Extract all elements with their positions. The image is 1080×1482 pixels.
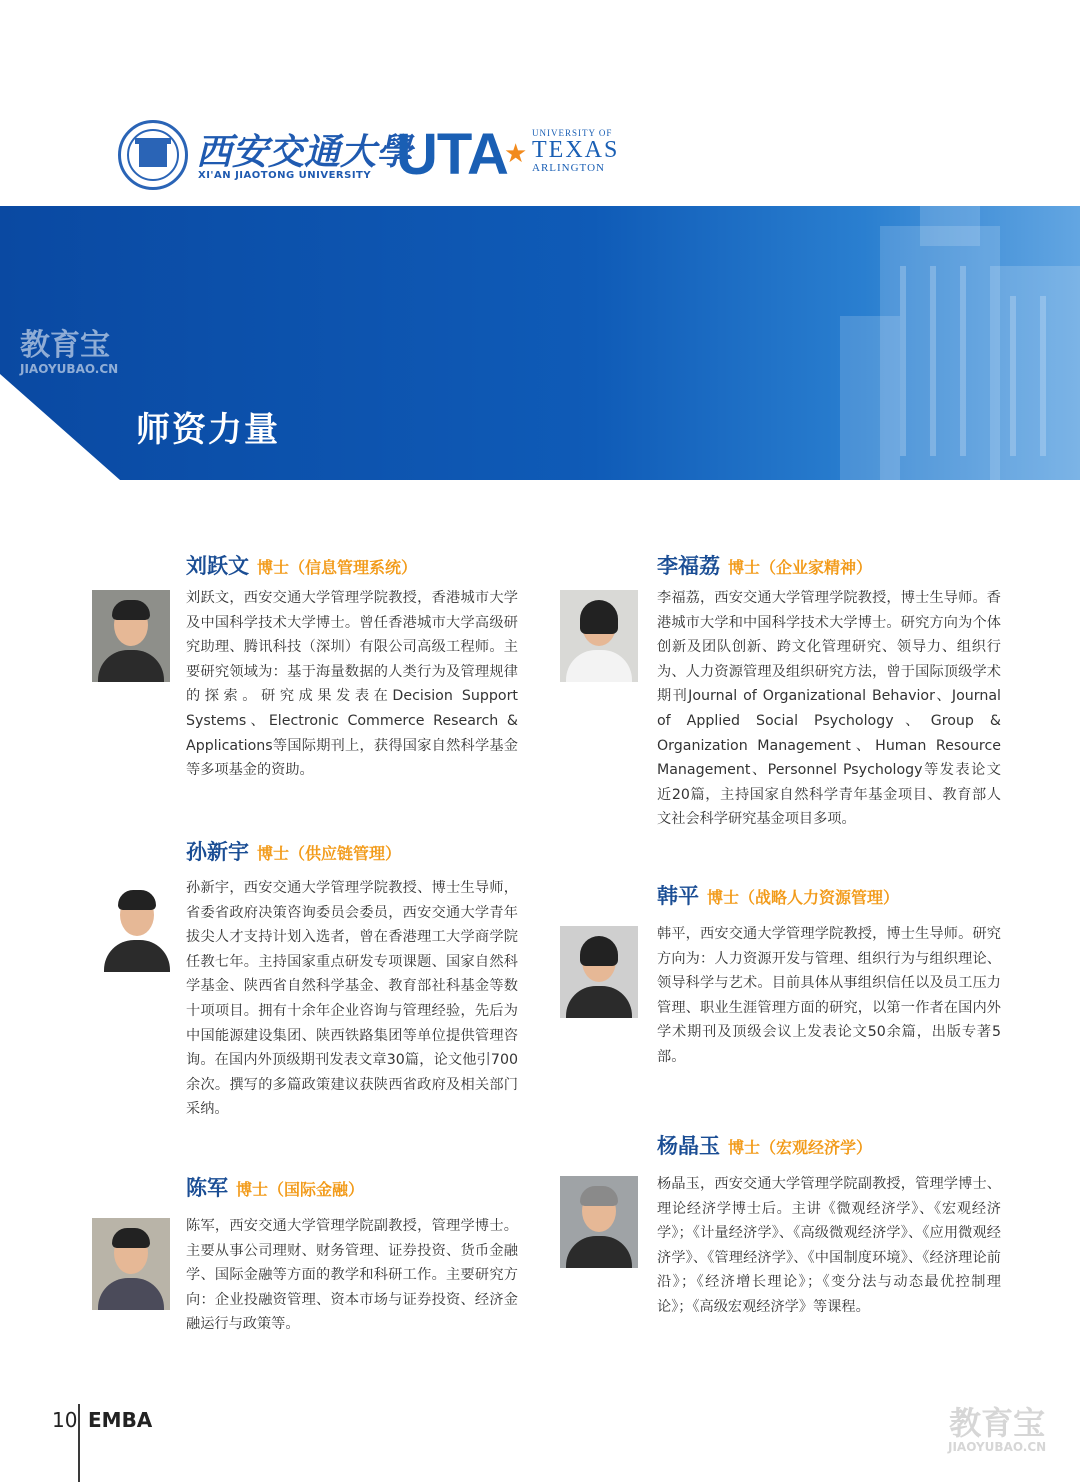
xjtu-seal-logo [118, 120, 188, 190]
faculty-photo [98, 880, 176, 972]
section-banner [0, 206, 1080, 480]
faculty-photo [92, 1218, 170, 1310]
faculty-heading [186, 836, 401, 866]
uta-line-2: TEXAS [532, 137, 620, 163]
faculty-degree: 博士（企业家精神） [728, 558, 873, 577]
uta-logo-text: UTA [396, 122, 508, 187]
watermark-en: JIAOYUBAO.CN [20, 362, 119, 376]
faculty-bio: 李福荔，西安交通大学管理学院教授，博士生导师。香港城市大学和中国科学技术大学博士。研究方向为个体创新及团队创新、跨文化管理研究、领导力、组织行为、人力资源管理及组织研究方法，曾于国际顶级学术期刊Journal of Organizational Behavior、Journal of Applied Social Psychology、Group & Organization Management、Human Resource Management、Personnel Psychology等发表论文近20篇，主持国家自然科学青年基金项目、教育部人文社会科学研究基金项目多项。 [657, 590, 1001, 828]
faculty-name: 韩平 [657, 884, 699, 908]
footer-watermark [948, 1406, 1046, 1454]
faculty-name: 杨晶玉 [657, 1134, 720, 1158]
uta-line-1: UNIVERSITY OF [532, 128, 613, 138]
page-number: 10 [52, 1408, 78, 1432]
faculty-heading [657, 550, 872, 580]
faculty-heading [186, 1172, 364, 1202]
xjtu-name-en: XI'AN JIAOTONG UNIVERSITY [198, 170, 372, 181]
uta-logo-wordmark [532, 128, 619, 174]
faculty-degree: 博士（宏观经济学） [728, 1138, 873, 1157]
watermark-cn: 教育宝 [20, 328, 110, 363]
faculty-photo [560, 590, 638, 682]
watermark-logo [20, 330, 118, 376]
faculty-bio: 孙新宇，西安交通大学管理学院教授、博士生导师，省委省政府决策咨询委员会委员，西安交通大学青年拔尖人才支持计划入选者，曾在香港理工大学商学院任教七年。主持国家重点研发专项课题、国家自然科学基金、陕西省自然科学基金、教育部社科基金等数十项项目。拥有十余年企业咨询与管理经验，先后为中国能源建设集团、陕西铁路集团等单位提供管理咨询。在国内外顶级期刊发表文章30篇，论文他引700余次。撰写的多篇政策建议获陕西省政府及相关部门采纳。 [186, 880, 518, 1118]
faculty-name: 孙新宇 [186, 840, 249, 864]
star-icon: ★ [504, 139, 528, 169]
faculty-name: 陈军 [186, 1176, 228, 1200]
faculty-bio: 杨晶玉，西安交通大学管理学院副教授，管理学博士、理论经济学博士后。主讲《微观经济学》、《宏观经济学》；《计量经济学》、《高级微观经济学》、《应用微观经济学》、《管理经济学》、《中国制度环境》、《经济理论前沿》；《经济增长理论》；《变分法与动态最优控制理论》；《高级宏观经济学》等课程。 [657, 1176, 1001, 1315]
faculty-photo [560, 1176, 638, 1268]
faculty-name: 刘跃文 [186, 554, 249, 578]
faculty-heading [657, 1130, 872, 1160]
header-logos [118, 118, 618, 190]
faculty-degree: 博士（国际金融） [236, 1180, 365, 1199]
faculty-degree: 博士（供应链管理） [257, 844, 402, 863]
footer-watermark-cn: 教育宝 [949, 1404, 1046, 1442]
faculty-bio: 刘跃文，西安交通大学管理学院教授，香港城市大学及中国科学技术大学博士。曾任香港城市大学高级研究助理、腾讯科技（深圳）有限公司高级工程师。主要研究领域为：基于海量数据的人类行为及管理规律的探索。研究成果发表在Decision Support Systems、Electronic Commerce Research & Applications等国际期刊上，获得国家自然科学基金等多项基金的资助。 [186, 590, 518, 779]
faculty-photo [92, 590, 170, 682]
xjtu-name-cn: 西安交通大學 [196, 131, 413, 173]
faculty-photo [560, 926, 638, 1018]
section-label: EMBA [88, 1408, 153, 1432]
faculty-heading [186, 550, 417, 580]
page-title: 师资力量 [136, 410, 280, 450]
footer-watermark-en: JIAOYUBAO.CN [948, 1440, 1047, 1454]
faculty-degree: 博士（战略人力资源管理） [707, 888, 900, 907]
faculty-bio: 陈军，西安交通大学管理学院副教授，管理学博士。主要从事公司理财、财务管理、证券投资、货币金融学、国际金融等方面的教学和科研工作。主要研究方向：企业投融资管理、资本市场与证券投资、经济金融运行与政策等。 [186, 1218, 518, 1333]
footer-divider [78, 1404, 80, 1482]
faculty-degree: 博士（信息管理系统） [257, 558, 418, 577]
faculty-name: 李福荔 [657, 554, 720, 578]
faculty-heading [657, 880, 899, 910]
uta-line-3: ARLINGTON [532, 162, 605, 174]
faculty-bio: 韩平，西安交通大学管理学院教授，博士生导师。研究方向为：人力资源开发与管理、组织行为与组织理论、领导科学与艺术。目前具体从事组织信任以及员工压力管理、职业生涯管理方面的研究，以第一作者在国内外学术期刊及顶级会议上发表论文50余篇，出版专著5部。 [657, 926, 1001, 1065]
